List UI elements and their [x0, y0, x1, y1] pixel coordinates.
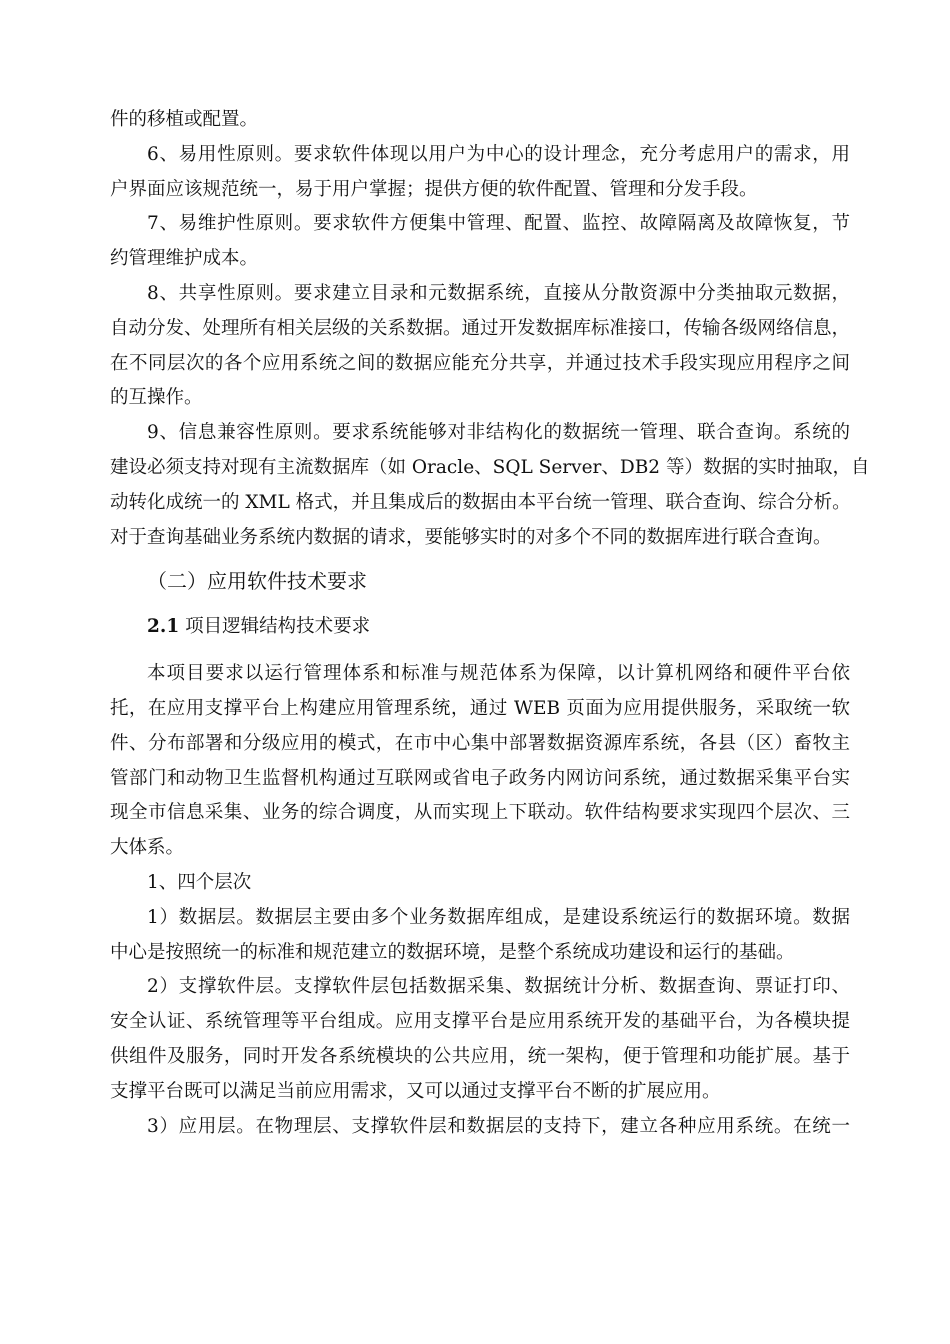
section-design-principles — [110, 103, 870, 555]
subsection-heading — [110, 610, 850, 645]
text-line: 1）数据层。数据层主要由多个业务数据库组成，是建设系统运行的数据环境。数据 — [147, 906, 850, 928]
text-line: 供组件及服务，同时开发各系统模块的公共应用，统一架构，便于管理和功能扩展。基于 — [110, 1045, 850, 1067]
text-line: 9、信息兼容性原则。要求系统能够对非结构化的数据统一管理、联合查询。系统的 — [147, 422, 850, 444]
section-heading: （二）应用软件技术要求 — [147, 569, 367, 594]
paragraph — [110, 970, 850, 1109]
paragraph — [110, 103, 850, 138]
text-line: 户界面应该规范统一，易于用户掌握；提供方便的软件配置、管理和分发手段。 — [110, 178, 758, 200]
subsection-number: 2.1 — [147, 616, 180, 638]
paragraph — [110, 1110, 850, 1145]
text-line: 安全认证、系统管理等平台组成。应用支撑平台是应用系统开发的基础平台，为各模块提 — [110, 1011, 850, 1033]
paragraph — [110, 277, 850, 416]
text-line: 2）支撑软件层。支撑软件层包括数据采集、数据统计分析、数据查询、票证打印、 — [147, 976, 850, 998]
document-page — [110, 103, 870, 1144]
text-line: 8、共享性原则。要求建立目录和元数据系统，直接从分散资源中分类抽取元数据， — [147, 282, 850, 304]
text-line: 件的移植或配置。 — [110, 109, 259, 130]
paragraph — [110, 901, 850, 971]
text-line: 建设必须支持对现有主流数据库（如 Oracle、SQL Server、DB2 等）数据的实时抽取，自 — [110, 456, 870, 478]
text-line: 约管理维护成本。 — [110, 248, 259, 270]
text-line: 支撑平台既可以满足当前应用需求，又可以通过支撑平台不断的扩展应用。 — [110, 1080, 721, 1102]
text-line: 件、分布部署和分级应用的模式，在市中心集中部署数据资源库系统，各县（区）畜牧主 — [110, 732, 850, 754]
text-line: 对于查询基础业务系统内数据的请求，要能够实时的对多个不同的数据库进行联合查询。 — [110, 526, 832, 548]
text-line: 1、四个层次 — [147, 871, 252, 893]
text-line: 中心是按照统一的标准和规范建立的数据环境，是整个系统成功建设和运行的基础。 — [110, 941, 795, 963]
paragraph — [110, 138, 850, 208]
subsection-title: 项目逻辑结构技术要求 — [179, 616, 371, 638]
text-line: 动转化成统一的 XML 格式，并且集成后的数据由本平台统一管理、联合查询、综合分析。 — [110, 491, 851, 513]
text-line: 3）应用层。在物理层、支撑软件层和数据层的支持下，建立各种应用系统。在统一 — [147, 1115, 850, 1137]
text-line: 在不同层次的各个应用系统之间的数据应能充分共享，并通过技术手段实现应用程序之间 — [110, 352, 850, 374]
text-line: 的互操作。 — [110, 387, 203, 409]
text-line: 大体系。 — [110, 837, 185, 859]
paragraph — [110, 657, 850, 866]
text-line: 现全市信息采集、业务的综合调度，从而实现上下联动。软件结构要求实现四个层次、三 — [110, 802, 850, 824]
paragraph — [110, 207, 850, 277]
section-logical-structure — [110, 657, 850, 1144]
text-line: 7、易维护性原则。要求软件方便集中管理、配置、监控、故障隔离及故障恢复，节 — [147, 213, 850, 235]
text-line: 托，在应用支撑平台上构建应用管理系统，通过 WEB 页面为应用提供服务，采取统一软 — [110, 697, 850, 719]
text-line: 管部门和动物卫生监督机构通过互联网或省电子政务内网访问系统，通过数据采集平台实 — [110, 767, 850, 789]
text-line: 本项目要求以运行管理体系和标准与规范体系为保障，以计算机网络和硬件平台依 — [147, 663, 850, 685]
paragraph — [110, 416, 870, 555]
text-line: 自动分发、处理所有相关层级的关系数据。通过开发数据库标准接口，传输各级网络信息， — [110, 317, 851, 339]
paragraph — [110, 866, 850, 901]
text-line: 6、易用性原则。要求软件体现以用户为中心的设计理念，充分考虑用户的需求，用 — [147, 143, 850, 165]
